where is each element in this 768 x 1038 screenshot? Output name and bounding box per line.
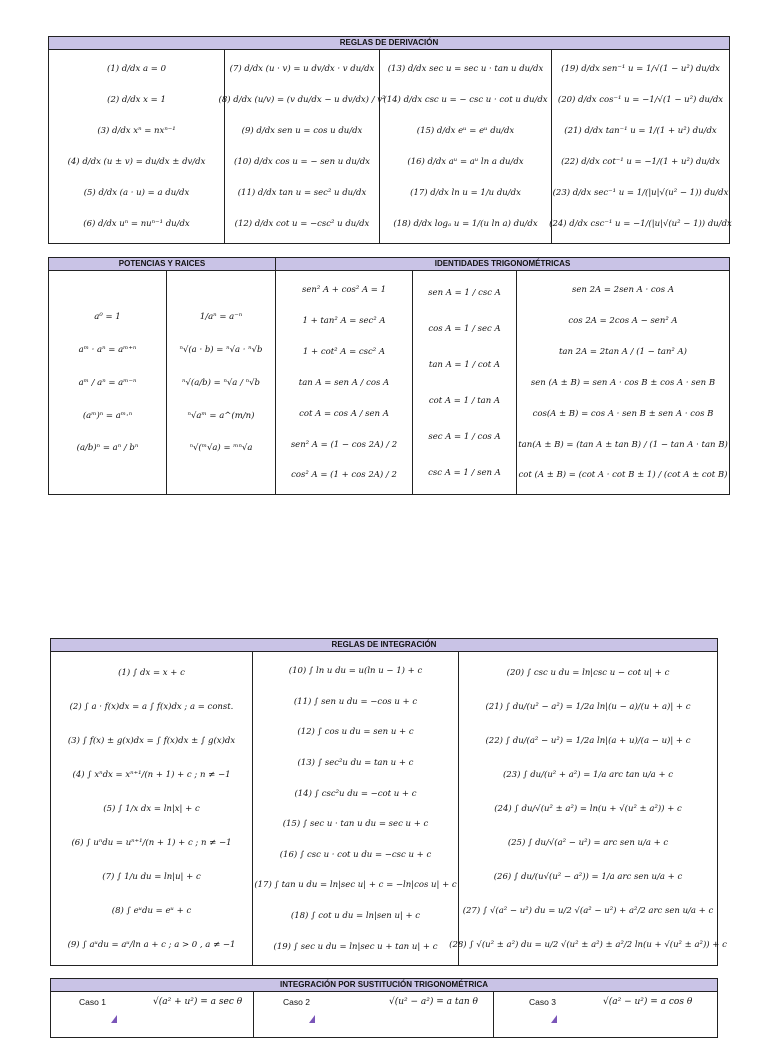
powers-col-2 — [167, 271, 276, 495]
formula: (20) d/dx cos⁻¹ u = −1/√(1 − u²) du/dx — [557, 95, 724, 106]
formula: (19) ∫ sec u du = ln|sec u + tan u| + c — [273, 941, 438, 952]
formula: (2) ∫ a · f(x)dx = a ∫ f(x)dx ; a = const. — [69, 701, 234, 712]
derivation-col-3 — [380, 50, 552, 244]
integration-col-3 — [449, 652, 727, 966]
derivation-col-1 — [49, 50, 225, 244]
case-1-triangle-icon — [111, 1015, 117, 1023]
formula: sen² A + cos² A = 1 — [301, 285, 387, 296]
case-2-triangle-icon — [309, 1015, 315, 1023]
trig-substitution-title: INTEGRACIÓN POR SUSTITUCIÓN TRIGONOMÉTRICA — [51, 979, 717, 992]
formula: (5) ∫ 1/x dx = ln|x| + c — [103, 803, 200, 814]
formula: (aᵐ)ⁿ = aᵐ·ⁿ — [82, 410, 133, 421]
formula: (10) d/dx cos u = − sen u du/dx — [234, 157, 370, 168]
formula: ⁿ√aᵐ = a^(m/n) — [187, 410, 255, 421]
formula: sen 2A = 2sen A · cos A — [572, 285, 674, 296]
formula: (24) ∫ du/√(u² ± a²) = ln(u + √(u² ± a²)) + c — [494, 803, 682, 814]
formula: (9) d/dx sen u = cos u du/dx — [241, 126, 363, 137]
formula: (4) d/dx (u ± v) = du/dx ± dv/dx — [67, 157, 206, 168]
identities-col-1 — [276, 271, 413, 495]
formula: (1) d/dx a = 0 — [107, 64, 166, 75]
formula: tan A = 1 / cot A — [428, 359, 501, 370]
formula: (26) ∫ du/(u√(u² − a²)) = 1/a arc sen u/a + c — [493, 871, 683, 882]
formula: a⁰ = 1 — [94, 312, 121, 323]
case-2-label: Caso 2 — [283, 997, 310, 1007]
formula: (17) d/dx ln u = 1/u du/dx — [410, 188, 521, 199]
formula: (13) d/dx sec u = sec u · tan u du/dx — [387, 64, 544, 75]
powers-col-1 — [49, 271, 167, 495]
integration-rules-title: REGLAS DE INTEGRACIÓN — [51, 639, 717, 652]
formula: cos A = 1 / sec A — [428, 323, 501, 334]
formula: (12) ∫ cos u du = sen u + c — [297, 727, 414, 738]
formula: (11) d/dx tan u = sec² u du/dx — [237, 188, 367, 199]
formula: (3) d/dx xⁿ = nxⁿ⁻¹ — [97, 126, 176, 137]
formula: 1 + tan² A = sec² A — [302, 316, 386, 327]
formula: cot A = 1 / tan A — [428, 395, 501, 406]
case-3-triangle-icon — [551, 1015, 557, 1023]
formula: (4) ∫ xⁿdx = xⁿ⁺¹/(n + 1) + c ; n ≠ −1 — [72, 769, 231, 780]
formula: (18) ∫ cot u du = ln|sen u| + c — [290, 910, 421, 921]
formula: (25) ∫ du/√(a² − u²) = arc sen u/a + c — [507, 837, 669, 848]
integration-col-2 — [253, 652, 459, 966]
formula: (8) d/dx (u/v) = (v du/dx − u dv/dx) / v² — [218, 95, 386, 106]
formula: cot A = cos A / sen A — [299, 408, 389, 419]
formula: (24) d/dx csc⁻¹ u = −1/(|u|√(u² − 1)) du/dx — [549, 219, 732, 230]
case-3-formula: √(a² − u²) = a cos θ — [603, 997, 693, 1007]
formula: (15) ∫ sec u · tan u du = sec u + c — [282, 819, 429, 830]
powers-roots-title: POTENCIAS Y RAICES — [49, 258, 276, 270]
integration-rules-table — [50, 638, 727, 966]
formula: aᵐ / aⁿ = aᵐ⁻ⁿ — [78, 377, 137, 388]
formula: (5) d/dx (a · u) = a du/dx — [83, 188, 190, 199]
formula: (15) d/dx eᵘ = eᵘ du/dx — [416, 126, 515, 137]
formula: sen A = 1 / csc A — [428, 287, 501, 298]
formula: (18) d/dx logₐ u = 1/(u ln a) du/dx — [393, 219, 538, 230]
formula: (9) ∫ aᵘdu = aᵘ/ln a + c ; a > 0 , a ≠ −1 — [67, 939, 236, 950]
case-1-label: Caso 1 — [79, 997, 106, 1007]
formula: cos² A = (1 + cos 2A) / 2 — [291, 470, 397, 481]
formula: (27) ∫ √(a² − u²) du = u/2 √(a² − u²) + a²/2 arc sen u/a + c — [462, 905, 714, 916]
formula: (10) ∫ ln u du = u(ln u − 1) + c — [288, 666, 423, 677]
formula: cos(A ± B) = cos A · sen B ± sen A · cos B — [532, 408, 714, 419]
formula: (14) d/dx csc u = − csc u · cot u du/dx — [383, 95, 548, 106]
formula: (13) ∫ sec²u du = tan u + c — [297, 757, 414, 768]
trig-identities-title: IDENTIDADES TRIGONOMÉTRICAS — [434, 259, 571, 268]
formula: (1) ∫ dx = x + c — [118, 667, 185, 678]
formula: tan A = sen A / cos A — [298, 377, 390, 388]
case-3-label: Caso 3 — [529, 997, 556, 1007]
formula: 1/aⁿ = a⁻ⁿ — [199, 312, 243, 323]
formula: (14) ∫ csc²u du = −cot u + c — [294, 788, 417, 799]
formula: (16) d/dx aᵘ = aᵘ ln a du/dx — [407, 157, 524, 168]
formula: sen² A = (1 − cos 2A) / 2 — [290, 439, 398, 450]
formula: sen (A ± B) = sen A · cos B ± cos A · sen B — [530, 377, 716, 388]
formula: ⁿ√(ᵐ√a) = ᵐⁿ√a — [189, 443, 253, 454]
formula: (28) ∫ √(u² ± a²) du = u/2 √(u² ± a²) ± a²/2 ln(u + √(u² ± a²)) + c — [449, 939, 727, 950]
formula: (7) ∫ 1/u du = ln|u| + c — [102, 871, 201, 882]
formula: (3) ∫ f(x) ± g(x)dx = ∫ f(x)dx ± ∫ g(x)dx — [67, 735, 236, 746]
formula: aᵐ · aⁿ = aᵐ⁺ⁿ — [78, 345, 137, 356]
formula: (2) d/dx x = 1 — [107, 95, 166, 106]
case-1-formula: √(a² + u²) = a sec θ — [153, 997, 243, 1007]
formula: (23) d/dx sec⁻¹ u = 1/(|u|√(u² − 1)) du/dx — [552, 188, 729, 199]
formula: (17) ∫ tan u du = ln|sec u| + c = −ln|cos u| + c — [254, 880, 457, 891]
formula: (21) ∫ du/(u² − a²) = 1/2a ln|(u − a)/(u + a)| + c — [485, 701, 691, 712]
formula: cos 2A = 2cos A − sen² A — [568, 316, 678, 327]
derivation-col-4 — [549, 50, 732, 244]
formula: (6) ∫ uⁿdu = uⁿ⁺¹/(n + 1) + c ; n ≠ −1 — [71, 837, 232, 848]
formula: (22) ∫ du/(a² − u²) = 1/2a ln|(a + u)/(a − u)| + c — [485, 735, 691, 746]
formula: (8) ∫ eᵘdu = eᵘ + c — [111, 905, 192, 916]
formula: (16) ∫ csc u · cot u du = −csc u + c — [279, 849, 432, 860]
formula: (23) ∫ du/(u² + a²) = 1/a arc tan u/a + c — [502, 769, 674, 780]
formula: (22) d/dx cot⁻¹ u = −1/(1 + u²) du/dx — [561, 157, 720, 168]
formula: (6) d/dx uⁿ = nuⁿ⁻¹ du/dx — [83, 219, 190, 230]
case-2-formula: √(u² − a²) = a tan θ — [389, 997, 478, 1007]
formula: cot (A ± B) = (cot A · cot B ± 1) / (cot A ± cot B) — [518, 470, 728, 481]
formula: (11) ∫ sen u du = −cos u + c — [293, 696, 418, 707]
derivation-rules-table — [48, 36, 730, 244]
formula: ⁿ√(a/b) = ⁿ√a / ⁿ√b — [182, 377, 260, 388]
formula: tan(A ± B) = (tan A ± tan B) / (1 − tan A · tan B) — [518, 439, 728, 450]
formula: tan 2A = 2tan A / (1 − tan² A) — [559, 347, 687, 358]
identities-col-2 — [413, 271, 517, 495]
formula: csc A = 1 / sen A — [428, 467, 501, 478]
formula: ⁿ√(a · b) = ⁿ√a · ⁿ√b — [179, 345, 263, 356]
derivation-rules-title: REGLAS DE DERIVACIÓN — [49, 37, 729, 50]
formula: (20) ∫ csc u du = ln|csc u − cot u| + c — [506, 667, 670, 678]
formula: 1 + cot² A = csc² A — [302, 347, 386, 358]
formula: sec A = 1 / cos A — [428, 431, 501, 442]
identities-col-3 — [517, 271, 729, 495]
formula: (21) d/dx tan⁻¹ u = 1/(1 + u²) du/dx — [564, 126, 717, 137]
formula: (a/b)ⁿ = aⁿ / bⁿ — [76, 443, 139, 454]
powers-identities-table — [48, 257, 730, 495]
formula: (12) d/dx cot u = −csc² u du/dx — [234, 219, 370, 230]
formula: (7) d/dx (u · v) = u dv/dx · v du/dx — [229, 64, 375, 75]
formula: (19) d/dx sen⁻¹ u = 1/√(1 − u²) du/dx — [561, 64, 720, 75]
trig-substitution-table — [50, 978, 718, 1038]
integration-col-1 — [51, 652, 253, 966]
derivation-col-2 — [218, 50, 386, 244]
